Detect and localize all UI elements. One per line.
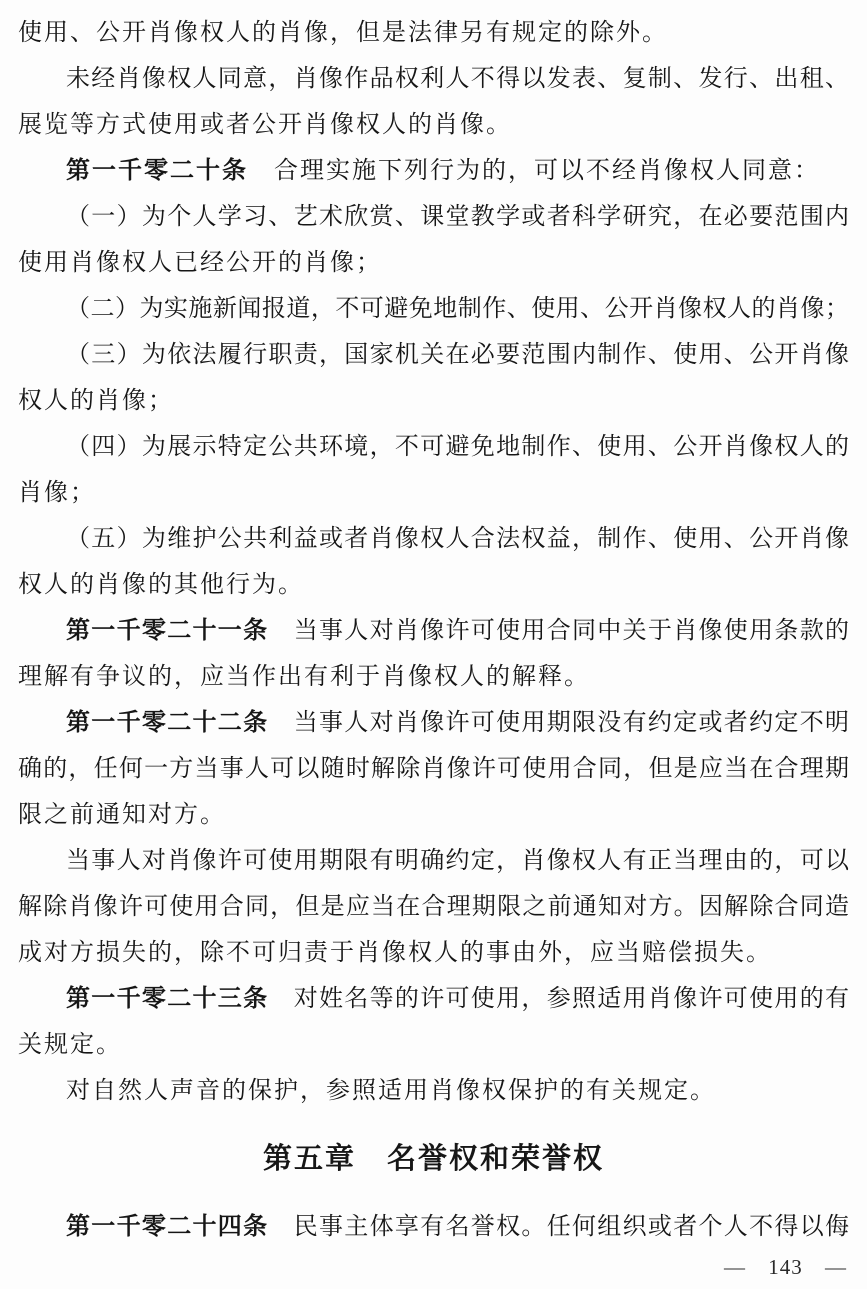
text-line xyxy=(18,470,849,516)
text-line xyxy=(18,148,849,194)
text-line xyxy=(18,240,849,286)
text-line xyxy=(18,976,849,1022)
line-text: 当事人对肖像许可使用期限没有约定或者约定不明 xyxy=(268,710,850,736)
text-line xyxy=(18,102,849,148)
text-line xyxy=(18,562,849,608)
article-number: 第一千零二十条 xyxy=(66,157,248,184)
line-text: （二）为实施新闻报道，不可避免地制作、使用、公开肖像权人的肖像； xyxy=(66,296,849,322)
line-text: 权人的肖像的其他行为。 xyxy=(18,572,304,598)
line-text: （五）为维护公共利益或者肖像权人合法权益，制作、使用、公开肖像 xyxy=(66,526,849,552)
text-line xyxy=(18,608,849,654)
text-line xyxy=(18,194,849,240)
text-line xyxy=(18,930,849,976)
line-text: 当事人对肖像许可使用期限有明确约定，肖像权人有正当理由的，可以 xyxy=(66,848,849,874)
line-text: 当事人对肖像许可使用合同中关于肖像使用条款的 xyxy=(268,618,850,644)
chapter-heading-text: 第五章 名誉权和荣誉权 xyxy=(262,1143,604,1175)
text-line xyxy=(18,378,849,424)
article-number: 第一千零二十二条 xyxy=(66,709,269,736)
line-text: （一）为个人学习、艺术欣赏、课堂教学或者科学研究，在必要范围内 xyxy=(66,204,849,230)
text-line xyxy=(18,286,849,332)
line-text: 合理实施下列行为的，可以不经肖像权人同意： xyxy=(248,158,820,184)
article-number: 第一千零二十四条 xyxy=(66,1213,269,1240)
text-line xyxy=(18,792,849,838)
line-text: 成对方损失的，除不可归责于肖像权人的事由外，应当赔偿损失。 xyxy=(18,940,772,966)
text-line xyxy=(18,1204,849,1250)
text-line xyxy=(18,746,849,792)
text-block xyxy=(18,10,849,1250)
text-line xyxy=(18,56,849,102)
text-line xyxy=(18,516,849,562)
text-line xyxy=(18,838,849,884)
line-text: 解除肖像许可使用合同，但是应当在合理期限之前通知对方。因解除合同造 xyxy=(18,894,849,920)
text-line xyxy=(18,1022,849,1068)
line-text: （四）为展示特定公共环境，不可避免地制作、使用、公开肖像权人的 xyxy=(66,434,849,460)
line-text: 展览等方式使用或者公开肖像权人的肖像。 xyxy=(18,112,512,138)
line-text: 理解有争议的，应当作出有利于肖像权人的解释。 xyxy=(18,664,590,690)
page-footer xyxy=(18,1252,849,1282)
article-number: 第一千零二十一条 xyxy=(66,617,269,644)
text-line xyxy=(18,332,849,378)
text-line xyxy=(18,654,849,700)
text-line xyxy=(18,424,849,470)
chapter-heading xyxy=(18,1136,849,1182)
line-text: 权人的肖像； xyxy=(18,388,174,414)
line-text: 限之前通知对方。 xyxy=(18,802,226,828)
line-text: 肖像； xyxy=(18,480,96,506)
line-text: 民事主体享有名誉权。任何组织或者个人不得以侮 xyxy=(268,1214,850,1240)
line-text: （三）为依法履行职责，国家机关在必要范围内制作、使用、公开肖像 xyxy=(66,342,849,368)
line-text: 使用肖像权人已经公开的肖像； xyxy=(18,250,382,276)
text-line xyxy=(18,1068,849,1114)
text-line xyxy=(18,884,849,930)
line-text: 未经肖像权人同意，肖像作品权利人不得以发表、复制、发行、出租、 xyxy=(66,66,849,92)
line-text: 对自然人声音的保护，参照适用肖像权保护的有关规定。 xyxy=(66,1078,716,1104)
line-text: 使用、公开肖像权人的肖像，但是法律另有规定的除外。 xyxy=(18,20,668,46)
page-number: — 143 — xyxy=(724,1255,847,1279)
line-text: 对姓名等的许可使用，参照适用肖像许可使用的有 xyxy=(268,986,850,1012)
line-text: 确的，任何一方当事人可以随时解除肖像许可使用合同，但是应当在合理期 xyxy=(18,756,849,782)
line-text: 关规定。 xyxy=(18,1032,122,1058)
text-line xyxy=(18,10,849,56)
text-line xyxy=(18,700,849,746)
article-number: 第一千零二十三条 xyxy=(66,985,269,1012)
